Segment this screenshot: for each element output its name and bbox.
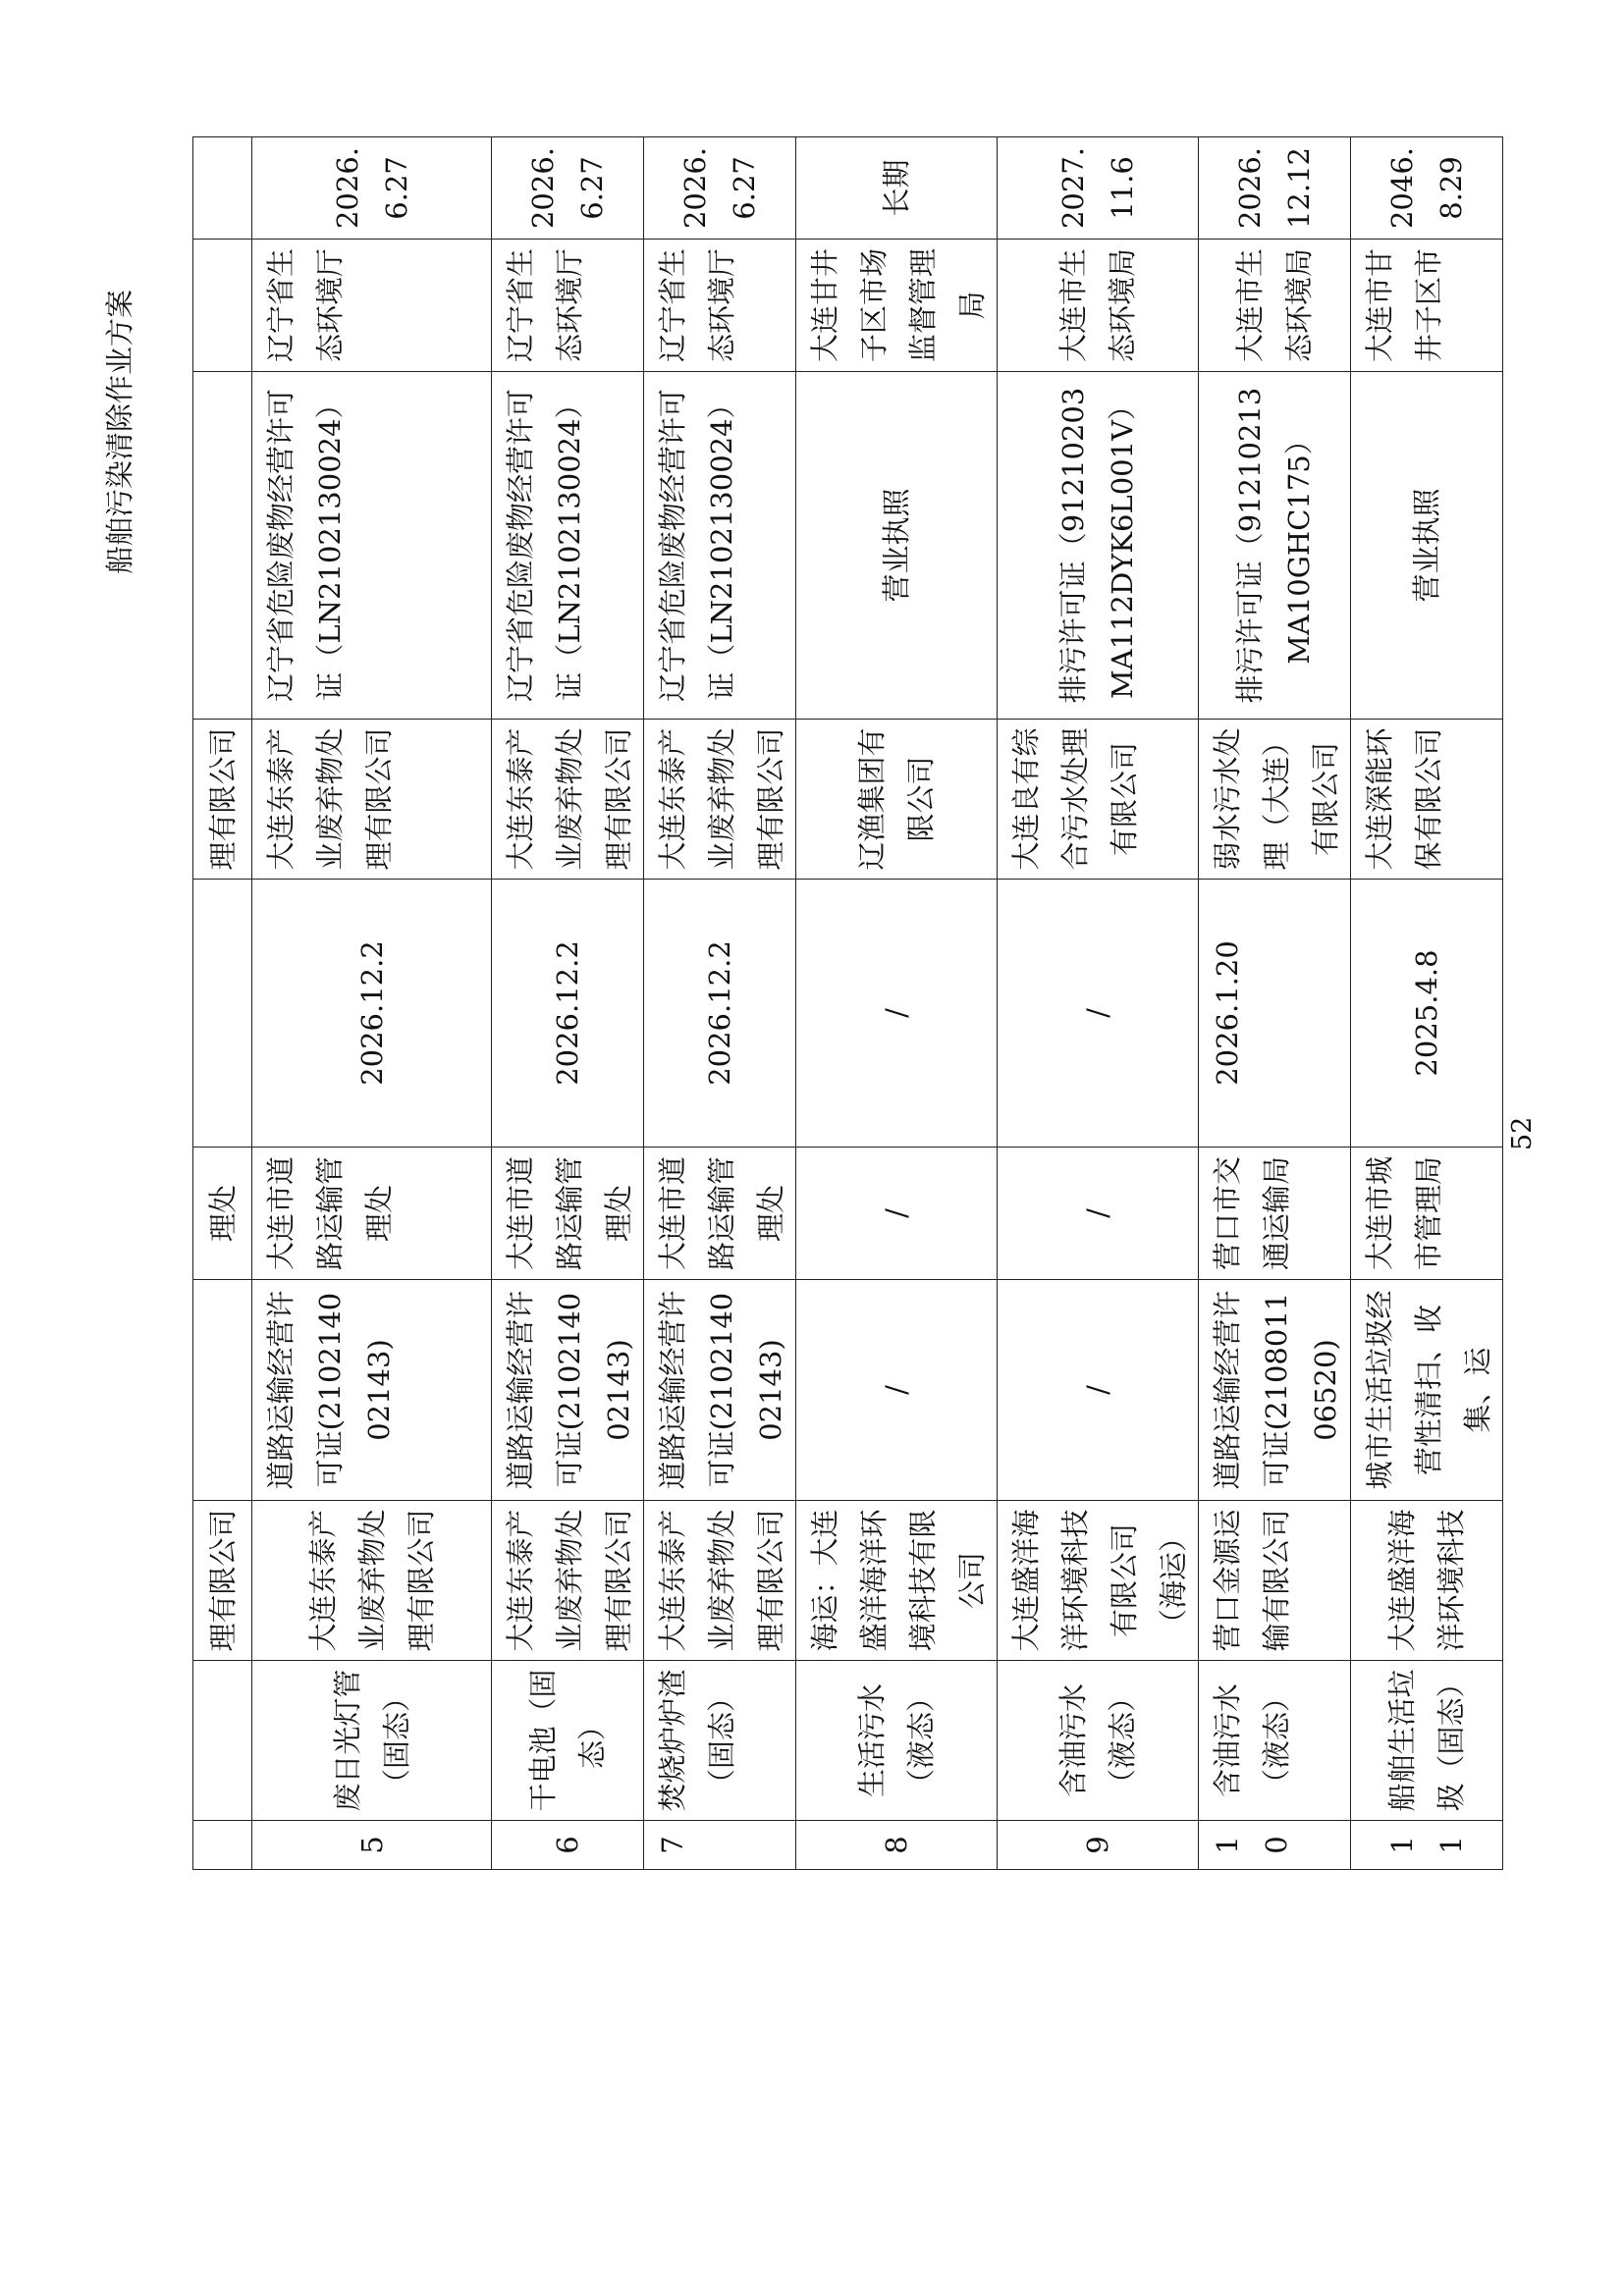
cell-disposal-permit: 辽宁省危险废物经营许可证（LN2102130024）: [644, 372, 796, 720]
rotated-table-wrapper: [192, 137, 1494, 1870]
cell-receiver: 营口金源运输有限公司: [1199, 1501, 1351, 1661]
cell-disposal-permit: 辽宁省危险废物经营许可证（LN2102130024）: [252, 372, 492, 720]
cell-transport-authority: /: [796, 1148, 998, 1280]
cell-disposer: 理有限公司: [193, 720, 252, 880]
cell-transport-validity: 2026.12.2: [492, 880, 644, 1148]
cell-disposal-validity: 2026.12.12: [1199, 137, 1351, 240]
cell-disposer: 弱水污水处理（大连）有限公司: [1199, 720, 1351, 880]
cell-disposal-validity: 2026.6.27: [252, 137, 492, 240]
cell-no: 9: [998, 1821, 1199, 1870]
cell-disposal-permit: 营业执照: [1351, 372, 1503, 720]
cell-item: 干电池（固态）: [492, 1661, 644, 1821]
cell-transport-permit: 道路运输经营许可证(210801106520): [1199, 1280, 1351, 1501]
cell-item: [193, 1661, 252, 1821]
cell-transport-permit: 城市生活垃圾经营性清扫、收集、运: [1351, 1280, 1503, 1501]
cell-disposer: 大连东泰产业废弃物处理有限公司: [252, 720, 492, 880]
cell-receiver: 海运：大连盛洋海洋环境科技有限公司: [796, 1501, 998, 1661]
page-header: 船舶污染清除作业方案: [103, 289, 136, 574]
pollution-removal-table: [192, 136, 1503, 1870]
table-row: [252, 137, 492, 1870]
cell-disposal-validity: 2026.6.27: [492, 137, 644, 240]
cell-disposal-validity: 2027.11.6: [998, 137, 1199, 240]
cell-receiver: 大连盛洋海洋环境科技: [1351, 1501, 1503, 1661]
cell-transport-validity: 2025.4.8: [1351, 880, 1503, 1148]
cell-transport-permit: 道路运输经营许可证(210214002143): [252, 1280, 492, 1501]
cell-transport-authority: /: [998, 1148, 1199, 1280]
cell-receiver: 大连东泰产业废弃物处理有限公司: [252, 1501, 492, 1661]
cell-item: 废日光灯管（固态）: [252, 1661, 492, 1821]
cell-item: 生活污水（液态）: [796, 1661, 998, 1821]
cell-no: 10: [1199, 1821, 1351, 1870]
cell-transport-authority: 大连市道路运输管理处: [644, 1148, 796, 1280]
cell-disposal-validity: 2026.6.27: [644, 137, 796, 240]
cell-disposal-permit: 排污许可证（91210203MA112DYK6L001V）: [998, 372, 1199, 720]
cell-transport-authority: 理处: [193, 1148, 252, 1280]
cell-transport-permit: [193, 1280, 252, 1501]
cell-disposer: 辽渔集团有限公司: [796, 720, 998, 880]
cell-transport-permit: /: [796, 1280, 998, 1501]
cell-disposal-validity: 长期: [796, 137, 998, 240]
cell-transport-validity: /: [998, 880, 1199, 1148]
cell-no: 6: [492, 1821, 644, 1870]
cell-disposal-authority: 大连甘井子区市场监督管理局: [796, 240, 998, 372]
cell-receiver: 大连东泰产业废弃物处理有限公司: [492, 1501, 644, 1661]
cell-item: 焚烧炉炉渣（固态）: [644, 1661, 796, 1821]
table-row: [644, 137, 796, 1870]
cell-disposal-permit: [193, 372, 252, 720]
cell-disposal-validity: [193, 137, 252, 240]
cell-disposal-permit: 排污许可证（91210213MA10GHC175）: [1199, 372, 1351, 720]
cell-disposal-authority: [193, 240, 252, 372]
cell-no: 5: [252, 1821, 492, 1870]
cell-item: 船舶生活垃圾（固态）: [1351, 1661, 1503, 1821]
cell-item: 含油污水（液态）: [1199, 1661, 1351, 1821]
cell-disposer: 大连良有综合污水处理有限公司: [998, 720, 1199, 880]
cell-item: 含油污水（液态）: [998, 1661, 1199, 1821]
cell-disposal-validity: 2046.8.29: [1351, 137, 1503, 240]
table-row: [1199, 137, 1351, 1870]
cell-no: 11: [1351, 1821, 1503, 1870]
table-row: [492, 137, 644, 1870]
cell-disposal-authority: 辽宁省生态环境厅: [252, 240, 492, 372]
cell-no: [193, 1821, 252, 1870]
cell-disposal-permit: 辽宁省危险废物经营许可证（LN2102130024）: [492, 372, 644, 720]
cell-receiver: 大连东泰产业废弃物处理有限公司: [644, 1501, 796, 1661]
cell-disposal-authority: 大连市生态环境局: [1199, 240, 1351, 372]
table-row: [796, 137, 998, 1870]
cell-transport-authority: 大连市城市管理局: [1351, 1148, 1503, 1280]
cell-disposer: 大连深能环保有限公司: [1351, 720, 1503, 880]
cell-receiver: 大连盛洋海洋环境科技有限公司（海运）: [998, 1501, 1199, 1661]
cell-disposer: 大连东泰产业废弃物处理有限公司: [492, 720, 644, 880]
cell-no: 7: [644, 1821, 796, 1870]
table-row: [1351, 137, 1503, 1870]
cell-disposal-authority: 辽宁省生态环境厅: [492, 240, 644, 372]
table-row-continuation: [193, 137, 252, 1870]
cell-disposal-authority: 大连市生态环境局: [998, 240, 1199, 372]
cell-disposal-authority: 大连市甘井子区市: [1351, 240, 1503, 372]
cell-transport-authority: 大连市道路运输管理处: [492, 1148, 644, 1280]
cell-transport-permit: 道路运输经营许可证(210214002143): [644, 1280, 796, 1501]
cell-disposal-permit: 营业执照: [796, 372, 998, 720]
cell-transport-validity: 2026.1.20: [1199, 880, 1351, 1148]
cell-transport-validity: [193, 880, 252, 1148]
cell-no: 8: [796, 1821, 998, 1870]
cell-transport-validity: /: [796, 880, 998, 1148]
cell-transport-permit: 道路运输经营许可证(210214002143): [492, 1280, 644, 1501]
cell-disposal-authority: 辽宁省生态环境厅: [644, 240, 796, 372]
cell-transport-validity: 2026.12.2: [252, 880, 492, 1148]
cell-disposer: 大连东泰产业废弃物处理有限公司: [644, 720, 796, 880]
cell-transport-validity: 2026.12.2: [644, 880, 796, 1148]
cell-receiver: 理有限公司: [193, 1501, 252, 1661]
cell-transport-permit: /: [998, 1280, 1199, 1501]
cell-transport-authority: 大连市道路运输管理处: [252, 1148, 492, 1280]
page-number: 52: [1507, 1116, 1538, 1150]
cell-transport-authority: 营口市交通运输局: [1199, 1148, 1351, 1280]
table-row: [998, 137, 1199, 1870]
